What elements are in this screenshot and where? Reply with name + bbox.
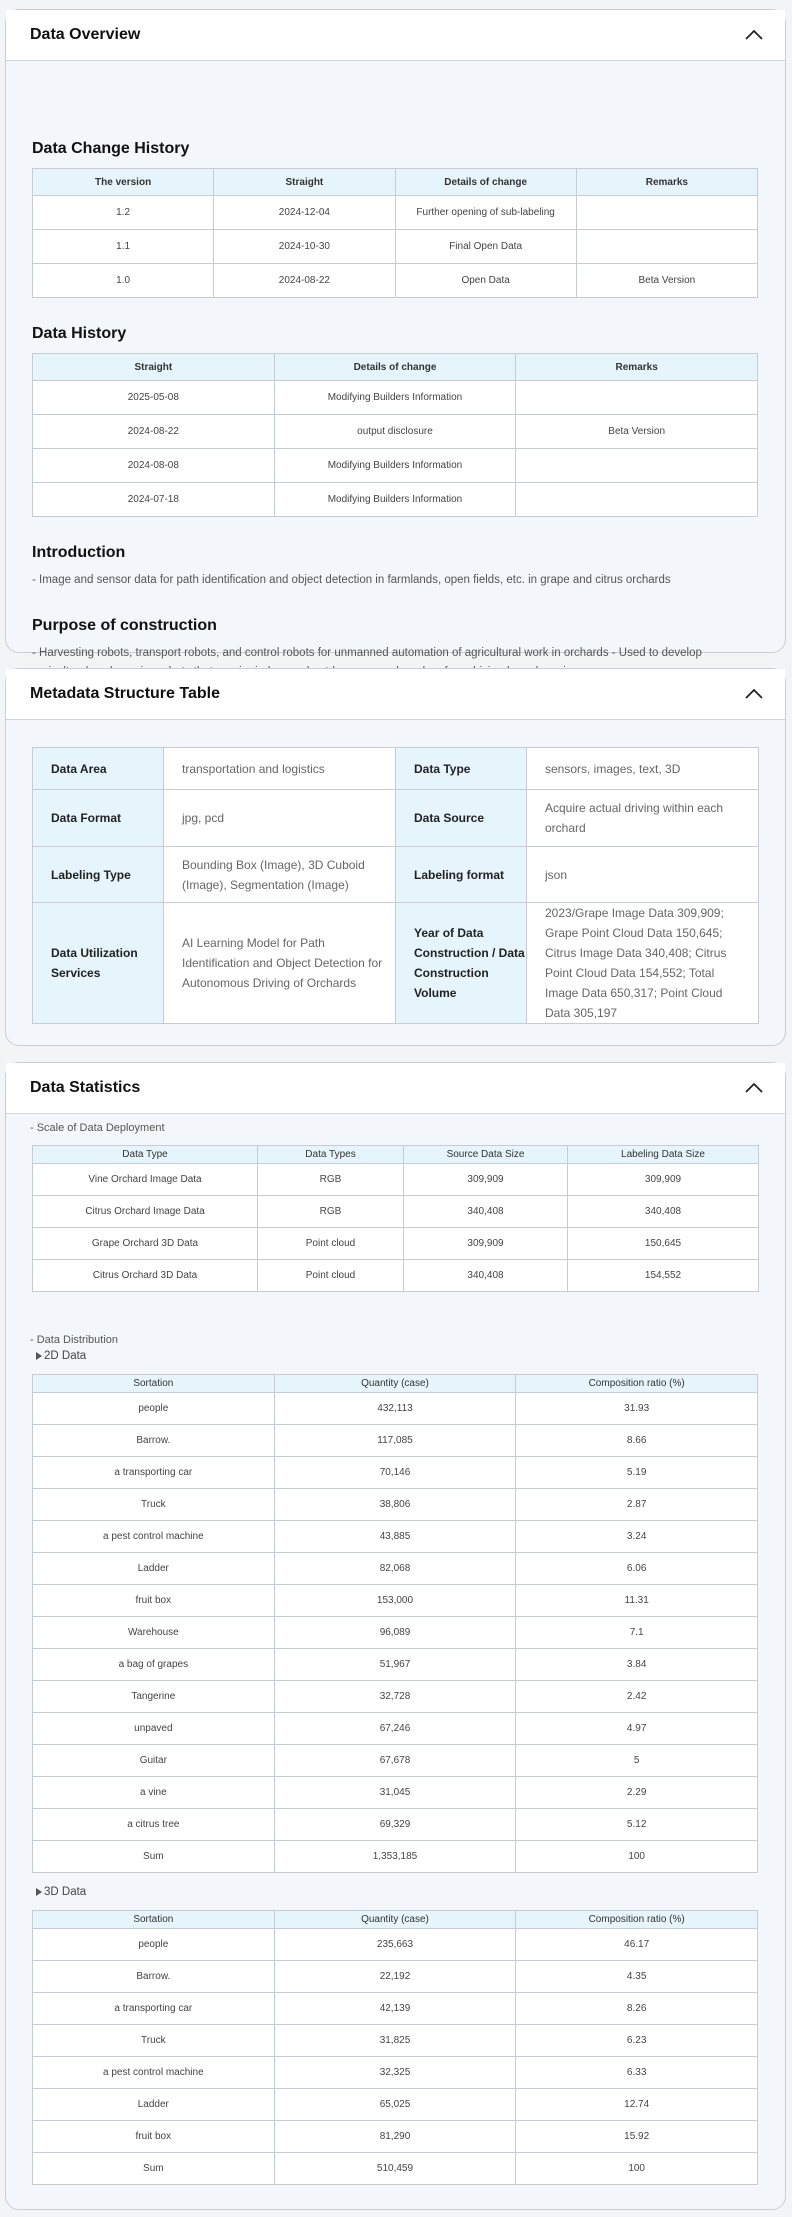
table-cell: 4.97 xyxy=(516,1713,758,1745)
table-row xyxy=(33,903,759,1024)
table-cell: fruit box xyxy=(33,2121,275,2153)
table-row xyxy=(33,415,758,449)
table-cell: 2024-08-08 xyxy=(33,449,275,483)
table-cell: 309,909 xyxy=(404,1228,568,1260)
table-cell: Guitar xyxy=(33,1745,275,1777)
table-cell: 2.29 xyxy=(516,1777,758,1809)
metadata-value: sensors, images, text, 3D xyxy=(527,748,759,790)
table-cell: 65,025 xyxy=(274,2089,516,2121)
table-cell: a pest control machine xyxy=(33,2057,275,2089)
column-header: Remarks xyxy=(576,169,757,196)
table-row xyxy=(33,1196,759,1228)
metadata-key: Data Source xyxy=(396,790,527,847)
change-history-title: Data Change History xyxy=(32,140,190,157)
table-row xyxy=(33,1809,758,1841)
metadata-value: Bounding Box (Image), 3D Cuboid (Image), Segmentation (Image) xyxy=(164,847,396,903)
column-header: Source Data Size xyxy=(404,1146,568,1164)
metadata-header[interactable] xyxy=(6,669,785,720)
introduction-title: Introduction xyxy=(32,544,126,561)
triangle-right-icon xyxy=(36,1888,42,1896)
table-cell: 31,825 xyxy=(274,2025,516,2057)
table-cell: Sum xyxy=(33,2153,275,2185)
statistics-title: Data Statistics xyxy=(30,1079,141,1096)
table-cell: 309,909 xyxy=(404,1164,568,1196)
table-cell: 46.17 xyxy=(516,1929,758,1961)
table-row xyxy=(33,1841,758,1873)
column-header: Composition ratio (%) xyxy=(516,1911,758,1929)
metadata-table xyxy=(32,747,759,1024)
table-row xyxy=(33,1961,758,1993)
table-cell: 2024-08-22 xyxy=(33,415,275,449)
table-cell: 22,192 xyxy=(274,1961,516,1993)
table-row xyxy=(33,1457,758,1489)
table-row xyxy=(33,2121,758,2153)
table-cell: 42,139 xyxy=(274,1993,516,2025)
table-row xyxy=(33,1617,758,1649)
table-row xyxy=(33,483,758,517)
table-row xyxy=(33,196,758,230)
column-header: Sortation xyxy=(33,1911,275,1929)
table-cell: a transporting car xyxy=(33,1993,275,2025)
table-cell: 1.1 xyxy=(33,230,214,264)
chevron-up-icon[interactable] xyxy=(743,24,765,46)
column-header: Details of change xyxy=(395,169,576,196)
table-cell: Beta Version xyxy=(576,264,757,298)
triangle-right-icon xyxy=(36,1352,42,1360)
table-cell: 11.31 xyxy=(516,1585,758,1617)
table-cell: Open Data xyxy=(395,264,576,298)
metadata-key: Labeling Type xyxy=(33,847,164,903)
column-header: Straight xyxy=(33,354,275,381)
table-cell: 82,068 xyxy=(274,1553,516,1585)
table-cell: 340,408 xyxy=(404,1260,568,1292)
table-cell xyxy=(516,483,758,517)
table-row xyxy=(33,1649,758,1681)
table-cell: 340,408 xyxy=(404,1196,568,1228)
table-cell: a vine xyxy=(33,1777,275,1809)
table-cell: 153,000 xyxy=(274,1585,516,1617)
statistics-card xyxy=(5,1062,786,2210)
table-cell: 1,353,185 xyxy=(274,1841,516,1873)
metadata-key: Data Type xyxy=(396,748,527,790)
table-cell: 6.06 xyxy=(516,1553,758,1585)
metadata-key: Data Area xyxy=(33,748,164,790)
column-header: Quantity (case) xyxy=(274,1375,516,1393)
table-cell: 4.35 xyxy=(516,1961,758,1993)
table-cell: 32,325 xyxy=(274,2057,516,2089)
table-cell: 432,113 xyxy=(274,1393,516,1425)
d3-distribution-table xyxy=(32,1910,758,2185)
table-cell xyxy=(576,196,757,230)
metadata-value: json xyxy=(527,847,759,903)
column-header: Quantity (case) xyxy=(274,1911,516,1929)
table-cell: 1.2 xyxy=(33,196,214,230)
table-cell: 2.87 xyxy=(516,1489,758,1521)
metadata-key: Labeling format xyxy=(396,847,527,903)
table-row xyxy=(33,1713,758,1745)
table-cell: 1.0 xyxy=(33,264,214,298)
column-header: Data Types xyxy=(258,1146,404,1164)
d3-label-row xyxy=(36,1886,86,1898)
table-row xyxy=(33,1929,758,1961)
table-row xyxy=(33,381,758,415)
table-cell: Barrow. xyxy=(33,1961,275,1993)
table-cell: 96,089 xyxy=(274,1617,516,1649)
table-row xyxy=(33,847,759,903)
table-cell: 70,146 xyxy=(274,1457,516,1489)
table-cell: Sum xyxy=(33,1841,275,1873)
table-row xyxy=(33,2089,758,2121)
table-cell: 15.92 xyxy=(516,2121,758,2153)
table-cell: RGB xyxy=(258,1164,404,1196)
metadata-value: 2023/Grape Image Data 309,909; Grape Point Cloud Data 150,645; Citrus Image Data 340,408; Citrus Point Cloud Data 154,552; Total Image Data 650,317; Point Cloud Data 305,197 xyxy=(527,903,759,1024)
table-row xyxy=(33,1553,758,1585)
change-history-table xyxy=(32,168,758,298)
table-cell: a transporting car xyxy=(33,1457,275,1489)
table-row xyxy=(33,1164,759,1196)
table-cell: 69,329 xyxy=(274,1809,516,1841)
table-cell: Ladder xyxy=(33,2089,275,2121)
statistics-header[interactable] xyxy=(6,1063,785,1114)
table-cell: 100 xyxy=(516,2153,758,2185)
table-row xyxy=(33,1489,758,1521)
table-cell: Point cloud xyxy=(258,1228,404,1260)
table-row xyxy=(33,1393,758,1425)
table-cell: 5.19 xyxy=(516,1457,758,1489)
table-cell: Barrow. xyxy=(33,1425,275,1457)
metadata-card xyxy=(5,668,786,1046)
table-cell: 154,552 xyxy=(568,1260,759,1292)
table-row xyxy=(33,2057,758,2089)
column-header: Data Type xyxy=(33,1146,258,1164)
table-row xyxy=(33,449,758,483)
table-cell: 51,967 xyxy=(274,1649,516,1681)
table-cell: 67,678 xyxy=(274,1745,516,1777)
table-cell: 117,085 xyxy=(274,1425,516,1457)
table-row xyxy=(33,1993,758,2025)
table-cell: Vine Orchard Image Data xyxy=(33,1164,258,1196)
table-cell: 12.74 xyxy=(516,2089,758,2121)
table-row xyxy=(33,1425,758,1457)
table-cell: a bag of grapes xyxy=(33,1649,275,1681)
metadata-key: Data Utilization Services xyxy=(33,903,164,1024)
table-cell: 6.33 xyxy=(516,2057,758,2089)
table-cell: 2024-10-30 xyxy=(214,230,395,264)
data-overview-title: Data Overview xyxy=(30,26,141,43)
table-cell: 2024-08-22 xyxy=(214,264,395,298)
metadata-value: Acquire actual driving within each orchard xyxy=(527,790,759,847)
table-cell: Grape Orchard 3D Data xyxy=(33,1228,258,1260)
table-cell: Truck xyxy=(33,2025,275,2057)
metadata-key: Year of Data Construction / Data Construction Volume xyxy=(396,903,527,1024)
table-cell: a pest control machine xyxy=(33,1521,275,1553)
table-cell: 67,246 xyxy=(274,1713,516,1745)
table-cell: RGB xyxy=(258,1196,404,1228)
metadata-value: AI Learning Model for Path Identification and Object Detection for Autonomous Driving of Orchards xyxy=(164,903,396,1024)
metadata-value: jpg, pcd xyxy=(164,790,396,847)
table-cell: 5.12 xyxy=(516,1809,758,1841)
table-row xyxy=(33,748,759,790)
table-cell: 31,045 xyxy=(274,1777,516,1809)
table-cell: Beta Version xyxy=(516,415,758,449)
table-cell: 309,909 xyxy=(568,1164,759,1196)
table-cell: 6.23 xyxy=(516,2025,758,2057)
column-header: Labeling Data Size xyxy=(568,1146,759,1164)
table-cell xyxy=(576,230,757,264)
table-row xyxy=(33,264,758,298)
table-row xyxy=(33,1745,758,1777)
chevron-up-icon[interactable] xyxy=(743,1077,765,1099)
table-cell: Citrus Orchard 3D Data xyxy=(33,1260,258,1292)
d2-label: 2D Data xyxy=(44,1350,87,1362)
table-cell: 7.1 xyxy=(516,1617,758,1649)
data-overview-header[interactable] xyxy=(6,10,785,61)
column-header: Sortation xyxy=(33,1375,275,1393)
table-cell: Ladder xyxy=(33,1553,275,1585)
table-cell: Final Open Data xyxy=(395,230,576,264)
table-cell: 81,290 xyxy=(274,2121,516,2153)
column-header: The version xyxy=(33,169,214,196)
table-cell: unpaved xyxy=(33,1713,275,1745)
table-cell: 8.26 xyxy=(516,1993,758,2025)
data-overview-card xyxy=(5,9,786,659)
table-cell: 3.84 xyxy=(516,1649,758,1681)
table-cell: 3.24 xyxy=(516,1521,758,1553)
table-cell: 38,806 xyxy=(274,1489,516,1521)
column-header: Straight xyxy=(214,169,395,196)
table-cell: a citrus tree xyxy=(33,1809,275,1841)
table-row xyxy=(33,1585,758,1617)
table-cell: Citrus Orchard Image Data xyxy=(33,1196,258,1228)
purpose-text: - Harvesting robots, transport robots, and control robots for unmanned automation of agricultural work in orchards - Used to develop xyxy=(32,647,702,659)
table-row xyxy=(33,2025,758,2057)
table-cell: 510,459 xyxy=(274,2153,516,2185)
table-row xyxy=(33,1777,758,1809)
column-header: Composition ratio (%) xyxy=(516,1375,758,1393)
table-cell: Tangerine xyxy=(33,1681,275,1713)
d2-distribution-table xyxy=(32,1374,758,1873)
table-cell: 2.42 xyxy=(516,1681,758,1713)
table-cell: people xyxy=(33,1929,275,1961)
table-cell: Modifying Builders Information xyxy=(274,449,516,483)
table-cell: Truck xyxy=(33,1489,275,1521)
chevron-up-icon[interactable] xyxy=(743,683,765,705)
table-cell: 31.93 xyxy=(516,1393,758,1425)
table-cell: people xyxy=(33,1393,275,1425)
data-history-title: Data History xyxy=(32,325,127,342)
scale-label: - Scale of Data Deployment xyxy=(30,1122,165,1134)
column-header: Details of change xyxy=(274,354,516,381)
table-cell: output disclosure xyxy=(274,415,516,449)
table-cell: 235,663 xyxy=(274,1929,516,1961)
table-row xyxy=(33,1681,758,1713)
table-cell xyxy=(516,449,758,483)
table-row xyxy=(33,2153,758,2185)
table-cell: 100 xyxy=(516,1841,758,1873)
table-cell: 2024-12-04 xyxy=(214,196,395,230)
table-cell: 340,408 xyxy=(568,1196,759,1228)
metadata-value: transportation and logistics xyxy=(164,748,396,790)
table-cell: Warehouse xyxy=(33,1617,275,1649)
table-cell: 150,645 xyxy=(568,1228,759,1260)
table-row xyxy=(33,230,758,264)
table-cell: 2024-07-18 xyxy=(33,483,275,517)
purpose-title: Purpose of construction xyxy=(32,617,217,634)
table-cell: 43,885 xyxy=(274,1521,516,1553)
table-cell: 8.66 xyxy=(516,1425,758,1457)
metadata-title: Metadata Structure Table xyxy=(30,685,220,702)
d3-label: 3D Data xyxy=(44,1886,87,1898)
scale-table xyxy=(32,1145,759,1292)
data-history-table xyxy=(32,353,758,517)
table-cell: fruit box xyxy=(33,1585,275,1617)
table-cell: Modifying Builders Information xyxy=(274,483,516,517)
distribution-label: - Data Distribution xyxy=(30,1334,119,1346)
table-cell: Point cloud xyxy=(258,1260,404,1292)
column-header: Remarks xyxy=(516,354,758,381)
metadata-key: Data Format xyxy=(33,790,164,847)
table-row xyxy=(33,1521,758,1553)
table-row xyxy=(33,790,759,847)
table-cell: Further opening of sub-labeling xyxy=(395,196,576,230)
table-cell: Modifying Builders Information xyxy=(274,381,516,415)
introduction-text: - Image and sensor data for path identification and object detection in farmlands, open fields, etc. in grape and citrus orchards xyxy=(32,574,671,586)
table-row xyxy=(33,1260,759,1292)
table-cell: 5 xyxy=(516,1745,758,1777)
table-cell: 32,728 xyxy=(274,1681,516,1713)
table-cell xyxy=(516,381,758,415)
table-cell: 2025-05-08 xyxy=(33,381,275,415)
d2-label-row xyxy=(36,1350,86,1362)
table-row xyxy=(33,1228,759,1260)
